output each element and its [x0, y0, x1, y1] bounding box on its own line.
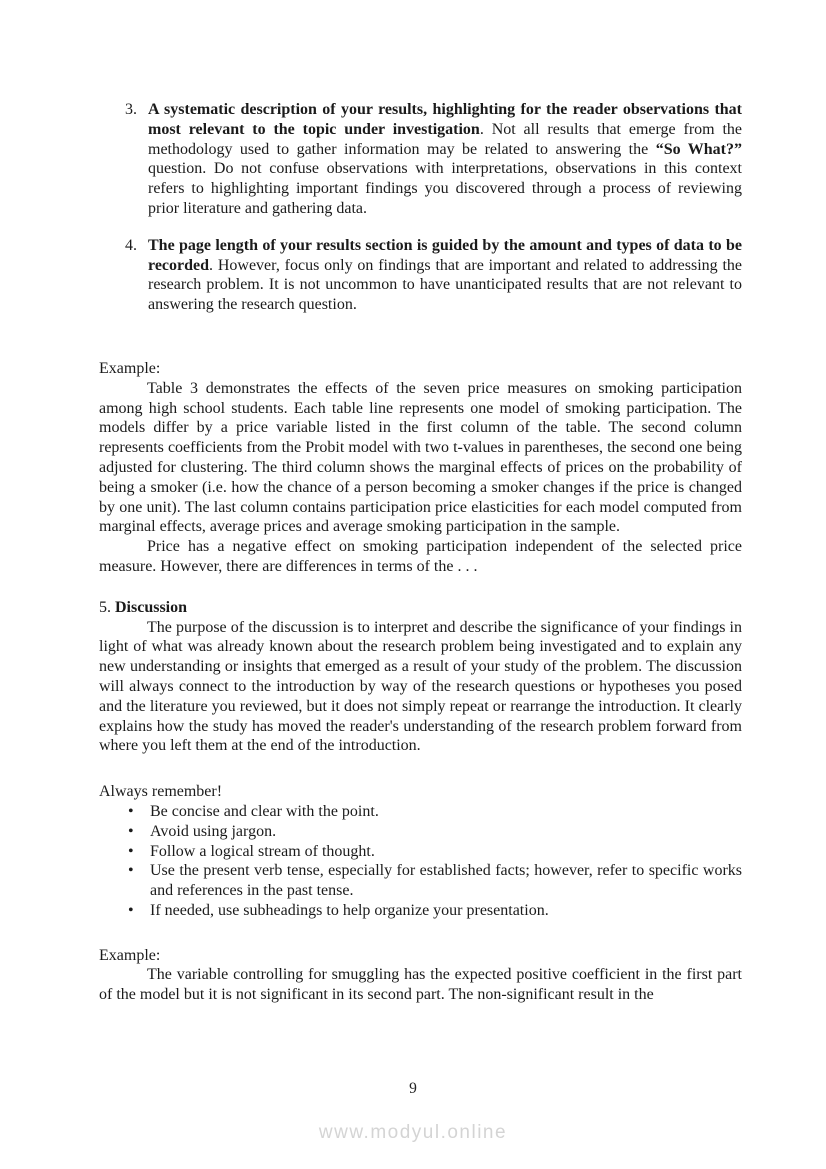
- bullet-text: Follow a logical stream of thought.: [150, 842, 375, 860]
- item-4-body: . However, focus only on findings that are important and related to addressing the research problem. It is not uncommon to have unanticipated results that are not relevant to answering the research question.: [148, 256, 742, 314]
- item-4-bold-lead: The page length of your results section is guided by the amount and types of data to be recorded: [148, 236, 742, 274]
- bullet-text: Avoid using jargon.: [150, 822, 277, 840]
- bullet-item: [99, 822, 742, 842]
- example-section-1: [99, 359, 742, 577]
- bullet-icon: •: [128, 822, 134, 840]
- bullet-icon: •: [128, 802, 134, 820]
- numbered-item-4: [99, 236, 742, 315]
- bullet-icon: •: [128, 842, 134, 860]
- bullet-item: [99, 901, 742, 921]
- bullet-item: [99, 802, 742, 822]
- bullet-text: If needed, use subheadings to help organize your presentation.: [150, 901, 549, 919]
- numbered-item-3: [99, 100, 742, 219]
- item-3-number: 3.: [125, 101, 137, 118]
- item-3-body-a: . Not all results that emerge from the methodology used to gather information may be related to answering the: [148, 120, 742, 158]
- page-content: [99, 0, 742, 1005]
- page-number: 9: [409, 1080, 417, 1097]
- example-2-label: Example:: [99, 946, 161, 964]
- item-4-text: [148, 236, 742, 315]
- bullet-item: [99, 861, 742, 901]
- item-4-number: 4.: [125, 236, 137, 254]
- reminder-bullet-list: [99, 802, 742, 921]
- discussion-heading-number: 5.: [99, 598, 111, 616]
- item-3-body-b: question. Do not confuse observations with interpretations, observations in this context refers to highlighting important findings you discovered through a process of reviewing prior literature and gathering data.: [148, 160, 742, 217]
- bullet-text: Use the present verb tense, especially for established facts; however, refer to specific works and references in the past tense.: [150, 862, 742, 900]
- example-1-paragraph-2: Price has a negative effect on smoking participation independent of the selected price measure. However, there are differences in terms of the . . .: [99, 538, 742, 575]
- watermark-text: www.modyul.online: [318, 1122, 508, 1143]
- bullet-icon: •: [128, 862, 134, 880]
- item-3-bold-so-what: “So What?”: [655, 140, 742, 158]
- bullet-icon: •: [128, 901, 134, 919]
- discussion-paragraph: The purpose of the discussion is to interpret and describe the significance of your findings in light of what was already known about the research problem being investigated and to explain any new understanding or insights that emerged as a result of your study of the problem. The discussion will always connect to the introduction by way of the research questions or hypotheses you posed and the literature you reviewed, but it does not simply repeat or rearrange the introduction. It clearly explains how the study has moved the reader's understanding of the research problem forward from where you left them at the end of the introduction.: [99, 618, 742, 755]
- example-2-paragraph: The variable controlling for smuggling has the expected positive coefficient in the first part of the model but it is not significant in its second part. The non-significant result in the: [99, 966, 742, 1004]
- item-3-text: [148, 100, 742, 219]
- example-section-2: [99, 946, 742, 1005]
- bullet-text: Be concise and clear with the point.: [150, 802, 379, 820]
- reminder-section: [99, 782, 742, 921]
- example-1-paragraph-1: Table 3 demonstrates the effects of the seven price measures on smoking participation among high school students. Each table line represents one model of smoking participation. The models differ by a price variable listed in the first column of the table. The second column represents coefficients from the Probit model with two t-values in parentheses, the second one being adjusted for clustering. The third column shows the marginal effects of prices on the probability of being a smoker (i.e. how the chance of a person becoming a smoker changes if the price is changed by one unit). The last column contains participation price elasticities for each model computed from marginal effects, average prices and average smoking participation in the sample.: [99, 379, 742, 536]
- example-1-label: Example:: [99, 359, 161, 377]
- bullet-item: [99, 842, 742, 862]
- discussion-section: [99, 598, 742, 756]
- always-remember-label: Always remember!: [99, 783, 223, 801]
- discussion-heading: [99, 598, 742, 618]
- discussion-heading-title: Discussion: [115, 598, 188, 616]
- item-3-bold-lead: A systematic description of your results, highlighting for the reader observations that most relevant to the topic under investigation: [148, 101, 742, 138]
